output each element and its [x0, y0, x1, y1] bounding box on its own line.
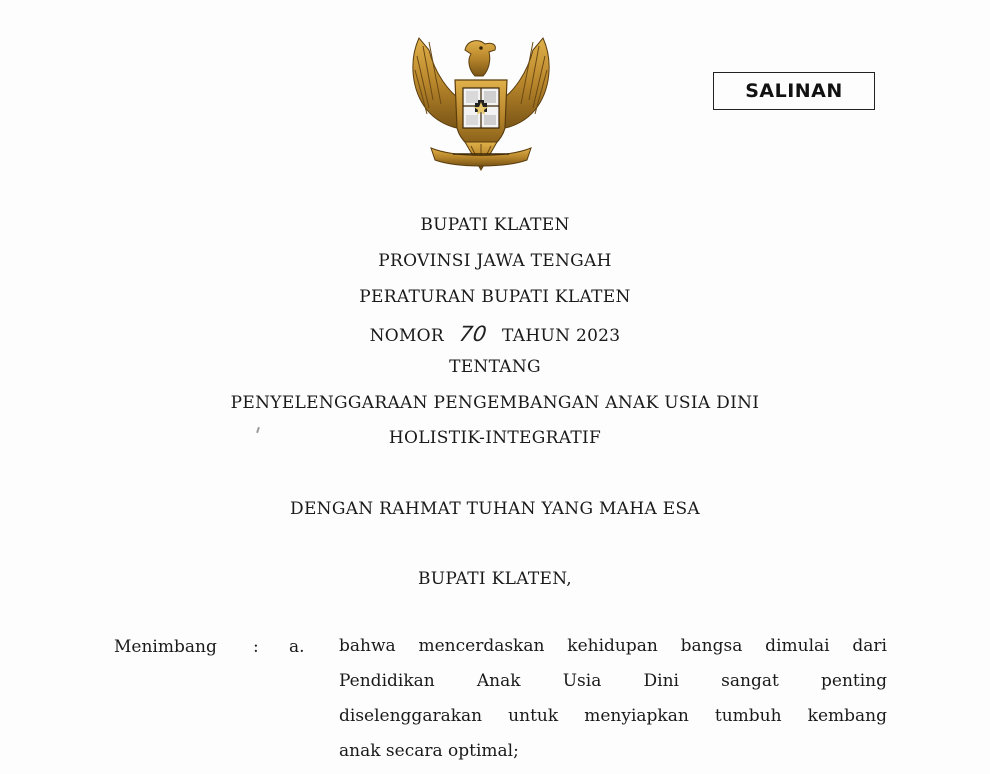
nomor-label: NOMOR [369, 326, 445, 346]
considerations-colon: : [253, 637, 259, 657]
regulation-title: PERATURAN BUPATI KLATEN [359, 287, 631, 307]
tahun-label: TAHUN 2023 [502, 326, 621, 346]
considerations-label: Menimbang [114, 637, 217, 657]
issuer-title: BUPATI KLATEN [420, 215, 570, 235]
consideration-line: Pendidikan Anak Usia Dini sangat penting [339, 671, 887, 691]
subject-line-2: HOLISTIK-INTEGRATIF [388, 428, 602, 448]
regulation-number-line [0, 322, 990, 346]
consideration-line: diselenggarakan untuk menyiapkan tumbuh kembang [339, 706, 887, 726]
preamble: DENGAN RAHMAT TUHAN YANG MAHA ESA [290, 499, 700, 519]
tentang-label: TENTANG [449, 357, 541, 377]
consideration-text [339, 629, 887, 769]
consideration-line: bahwa mencerdaskan kehidupan bangsa dimulai dari [339, 636, 887, 656]
subject-line-1: PENYELENGGARAAN PENGEMBANGAN ANAK USIA DINI [230, 393, 760, 413]
garuda-emblem-icon [405, 30, 557, 178]
nomor-handwritten-value: 70 [457, 322, 489, 346]
province-title: PROVINSI JAWA TENGAH [378, 251, 612, 271]
consideration-line: anak secara optimal; [339, 741, 519, 761]
authority-heading: BUPATI KLATEN, [418, 569, 572, 589]
consideration-letter: a. [289, 637, 305, 657]
salinan-stamp: SALINAN [713, 72, 875, 110]
